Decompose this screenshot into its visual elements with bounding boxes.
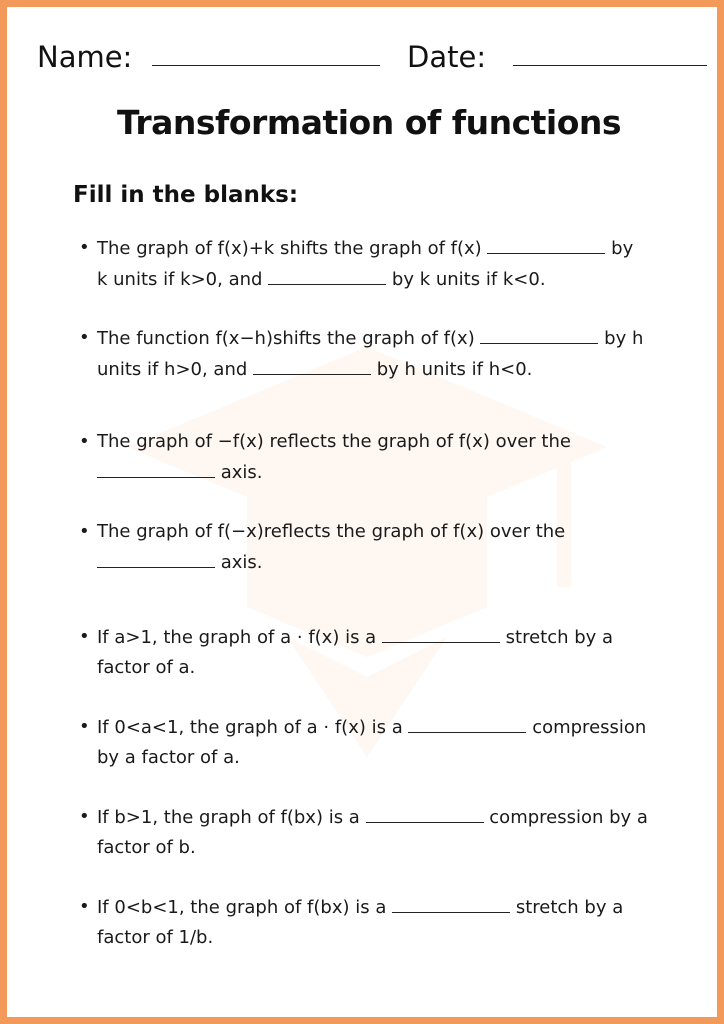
bullet: • bbox=[79, 896, 90, 917]
item-text-part: stretch by a factor of 1/b. bbox=[97, 897, 624, 948]
item-text bbox=[97, 892, 649, 953]
item-text-part: stretch by a factor of a. bbox=[97, 627, 614, 678]
item-text bbox=[97, 517, 649, 578]
date-field-line[interactable] bbox=[513, 65, 707, 66]
answer-blank[interactable] bbox=[408, 712, 526, 733]
list-item bbox=[79, 712, 649, 773]
bullet: • bbox=[79, 716, 90, 737]
item-text bbox=[97, 802, 649, 863]
answer-blank[interactable] bbox=[97, 547, 215, 568]
item-text bbox=[97, 712, 649, 773]
item-text-part: The function f(x−h)shifts the graph of f(x) bbox=[97, 328, 481, 349]
answer-blank[interactable] bbox=[366, 802, 484, 823]
answer-blank[interactable] bbox=[268, 264, 386, 285]
answer-blank[interactable] bbox=[97, 457, 215, 478]
item-text-part: compression by a factor of a. bbox=[97, 717, 647, 768]
answer-blank[interactable] bbox=[392, 892, 510, 913]
item-text bbox=[97, 622, 649, 683]
list-item bbox=[79, 427, 649, 488]
answer-blank[interactable] bbox=[487, 233, 605, 254]
list-item bbox=[79, 517, 649, 578]
list-item bbox=[79, 323, 649, 385]
answer-blank[interactable] bbox=[382, 622, 500, 643]
list-item bbox=[79, 233, 649, 295]
header-row bbox=[37, 39, 707, 79]
bullet: • bbox=[79, 237, 90, 258]
bullet: • bbox=[79, 431, 90, 452]
list-item bbox=[79, 892, 649, 953]
date-label: Date: bbox=[407, 40, 487, 74]
answer-blank[interactable] bbox=[253, 354, 371, 375]
list-item bbox=[79, 622, 649, 683]
item-text-part: The graph of f(x)+k shifts the graph of f(x) bbox=[97, 238, 488, 259]
item-text-part: The graph of f(−x)reflects the graph of f(x) over the bbox=[97, 521, 566, 542]
item-text-part: axis. bbox=[215, 462, 263, 483]
section-heading: Fill in the blanks: bbox=[73, 182, 299, 208]
item-text bbox=[97, 427, 649, 488]
item-text-part: If a>1, the graph of a · f(x) is a bbox=[97, 627, 382, 648]
item-text bbox=[97, 233, 649, 295]
item-text-part: The graph of −f(x) reflects the graph of f(x) over the bbox=[97, 431, 571, 452]
answer-blank[interactable] bbox=[480, 323, 598, 344]
item-text-part: If 0<a<1, the graph of a · f(x) is a bbox=[97, 717, 409, 738]
page-title: Transformation of functions bbox=[116, 103, 622, 142]
bullet: • bbox=[79, 626, 90, 647]
item-text-part: If 0<b<1, the graph of f(bx) is a bbox=[97, 897, 393, 918]
item-text-part: If b>1, the graph of f(bx) is a bbox=[97, 807, 366, 828]
item-text bbox=[97, 323, 649, 385]
item-text-part: by k units if k>0, and bbox=[97, 238, 634, 290]
item-text-part: by h units if h<0. bbox=[371, 359, 533, 380]
bullet: • bbox=[79, 521, 90, 542]
item-text-part: by h units if h>0, and bbox=[97, 328, 644, 380]
bullet: • bbox=[79, 327, 90, 348]
bullet: • bbox=[79, 806, 90, 827]
name-label: Name: bbox=[37, 40, 133, 74]
list-item bbox=[79, 802, 649, 863]
name-field-line[interactable] bbox=[152, 65, 380, 66]
item-text-part: axis. bbox=[215, 552, 263, 573]
item-text-part: compression by a factor of b. bbox=[97, 807, 648, 858]
item-text-part: by k units if k<0. bbox=[386, 269, 546, 290]
